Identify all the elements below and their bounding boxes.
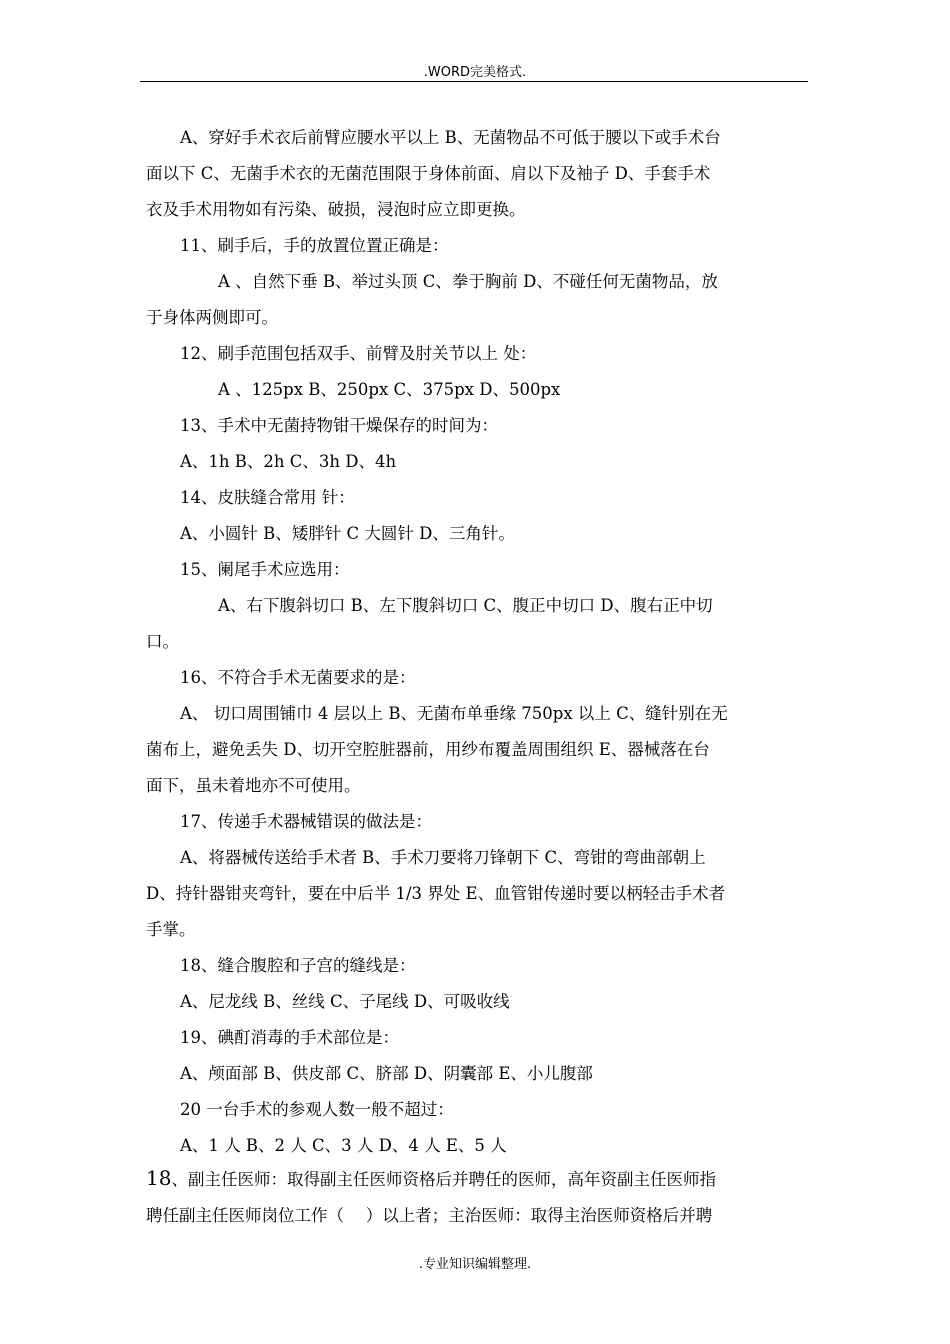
text-line: A 、自然下垂 B、举过头顶 C、拳于胸前 D、不碰任何无菌物品，放 [218, 272, 718, 291]
text-line: 面以下 C、无菌手术衣的无菌范围限于身体前面、肩以下及袖子 D、手套手术 [146, 164, 711, 183]
question-13: 13、手术中无菌持物钳干燥保存的时间为： [180, 416, 498, 435]
paragraph-18-text: 、副主任医师：取得副主任医师资格后并聘任的医师，高年资副主任医师指 [171, 1170, 716, 1189]
text-line: A、 切口周围铺巾 4 层以上 B、无菌布单垂缘 750px 以上 C、缝针别在无 [180, 704, 728, 723]
text-line: 手掌。 [146, 920, 196, 939]
question-19: 19、碘酊消毒的手术部位是： [180, 1028, 399, 1047]
text-line: A、颅面部 B、供皮部 C、脐部 D、阴囊部 E、小儿腹部 [180, 1064, 593, 1083]
text-line: 衣及手术用物如有污染、破损，浸泡时应立即更换。 [146, 200, 526, 219]
page-footer: .专业知识编辑整理. [418, 1257, 532, 1272]
paragraph-18-line-1 [146, 1166, 802, 1190]
question-15: 15、阑尾手术应选用： [180, 560, 350, 579]
text-line: D、持针器钳夹弯针，要在中后半 1/3 界处 E、血管钳传递时要以柄轻击手术者 [146, 884, 726, 903]
header-divider [140, 81, 808, 82]
text-line: A、1h B、2h C、3h D、4h [180, 452, 397, 471]
text-line: 菌布上，避免丢失 D、切开空腔脏器前，用纱布覆盖周围组织 E、器械落在台 [146, 740, 710, 759]
text-line: A 、125px B、250px C、375px D、500px [218, 380, 561, 399]
text-line: A、右下腹斜切口 B、左下腹斜切口 C、腹正中切口 D、腹右正中切 [218, 596, 713, 615]
question-18: 18、缝合腹腔和子宫的缝线是： [180, 956, 416, 975]
question-20: 20 一台手术的参观人数一般不超过： [180, 1100, 454, 1119]
paragraph-18-number: 18 [146, 1166, 172, 1190]
text-line: 口。 [146, 632, 179, 651]
paragraph-18-line-2: 聘任副主任医师岗位工作（ ）以上者；主治医师：取得主治医师资格后并聘 [146, 1206, 713, 1225]
question-11: 11、刷手后，手的放置位置正确是： [180, 236, 449, 255]
text-line: A、穿好手术衣后前臂应腰水平以上 B、无菌物品不可低于腰以下或手术台 [180, 128, 721, 147]
text-line: 面下，虽未着地亦不可使用。 [146, 776, 361, 795]
question-17: 17、传递手术器械错误的做法是： [180, 812, 432, 831]
text-line: A、尼龙线 B、丝线 C、子尾线 D、可吸收线 [180, 992, 510, 1011]
text-line: A、小圆针 B、矮胖针 C 大圆针 D、三角针。 [180, 524, 515, 543]
page-header: .WORD完美格式. [423, 65, 527, 80]
text-line: 于身体两侧即可。 [146, 308, 278, 327]
question-16: 16、不符合手术无菌要求的是： [180, 668, 416, 687]
question-12: 12、刷手范围包括双手、前臂及肘关节以上 处： [180, 344, 537, 363]
question-14: 14、皮肤缝合常用 针： [180, 488, 355, 507]
text-line: A、1 人 B、2 人 C、3 人 D、4 人 E、5 人 [180, 1136, 507, 1155]
text-line: A、将器械传送给手术者 B、手术刀要将刀锋朝下 C、弯钳的弯曲部朝上 [180, 848, 706, 867]
